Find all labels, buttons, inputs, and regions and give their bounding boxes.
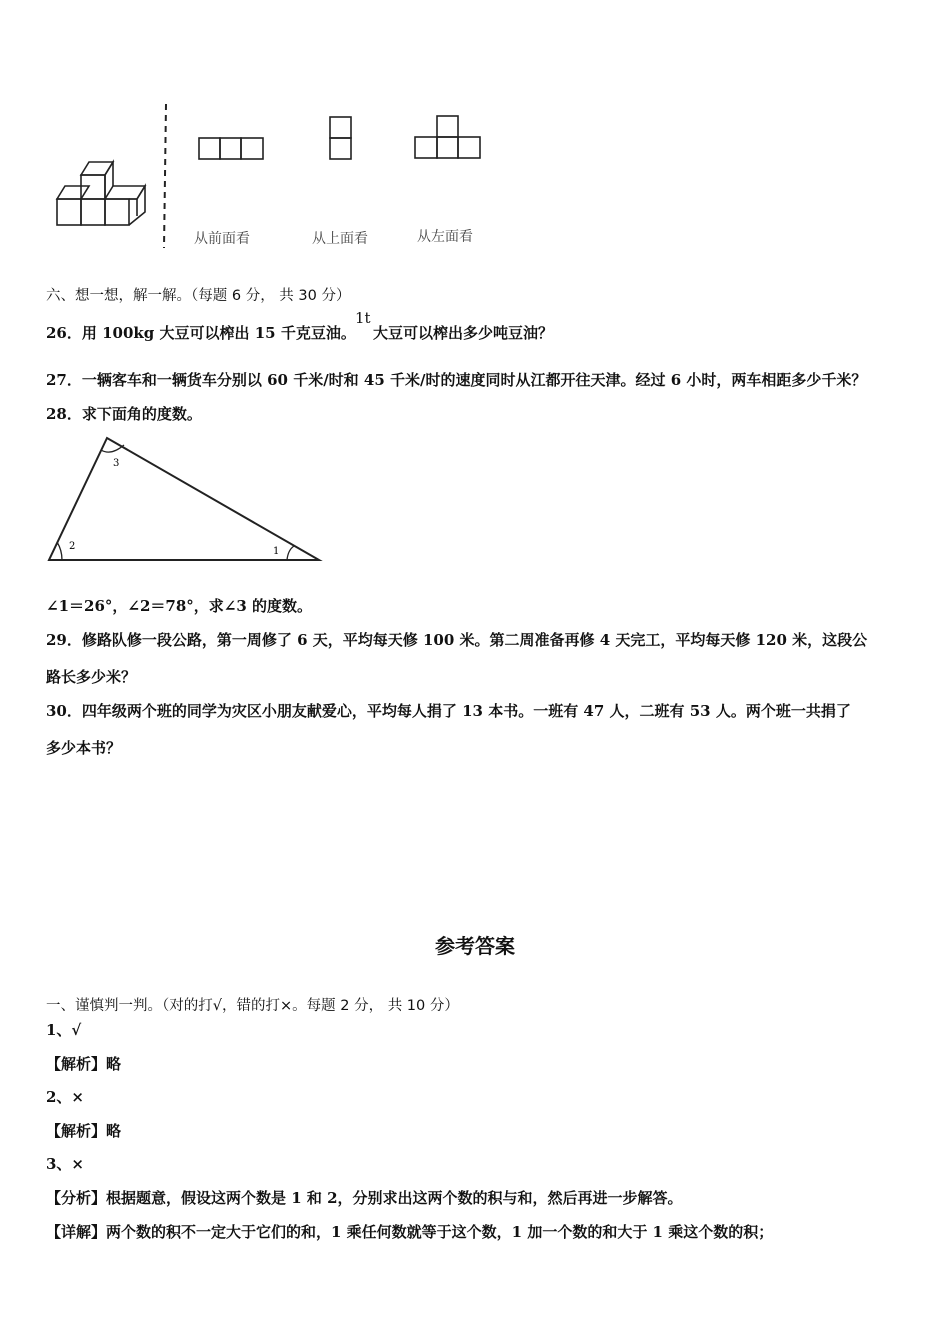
front-view-shape	[199, 138, 263, 159]
cube-top	[81, 175, 105, 199]
answer-3-analysis: 【分析】根据题意，假设这两个数是 1 和 2，分别求出这两个数的积与和，然后再进一步解答。	[46, 1189, 683, 1207]
answers-section-heading: 一、谨慎判一判。（对的打√，错的打×。每题 2 分， 共 10 分）	[46, 998, 459, 1014]
top-view-label: 从上面看	[312, 231, 368, 247]
dashed-divider	[164, 104, 166, 248]
answer-1: 1、√	[46, 1021, 82, 1039]
angle-2-arc	[57, 542, 62, 560]
triangle-figure	[44, 432, 324, 566]
answers-title: 参考答案	[435, 934, 515, 958]
question-26-part2: 大豆可以榨出多少吨豆油？	[373, 324, 554, 342]
section-six-heading: 六、想一想，解一解。（每题 6 分， 共 30 分）	[46, 288, 351, 304]
top-view-shape	[330, 117, 351, 159]
question-26-part1: 26．用 100kg 大豆可以榨出 15 千克豆油。	[46, 324, 356, 342]
front-view-label: 从前面看	[194, 231, 250, 247]
question-30-line1: 30．四年级两个班的同学为灾区小朋友献爱心，平均每人捐了 13 本书。一班有 47 人，二班有 53 人。两个班一共捐了	[46, 702, 851, 720]
left-view-label: 从左面看	[417, 229, 473, 245]
answer-1-note: 【解析】略	[46, 1055, 122, 1073]
answer-2-note: 【解析】略	[46, 1122, 122, 1140]
answer-3-detail: 【详解】两个数的积不一定大于它们的和，1 乘任何数就等于这个数，1 加一个数的和大于 1 乘这个数的积；	[46, 1223, 774, 1241]
angle-1-arc	[287, 546, 294, 560]
three-view-figure	[48, 98, 518, 263]
angle-3-label: 3	[113, 458, 120, 469]
question-27: 27．一辆客车和一辆货车分别以 60 千米/时和 45 千米/时的速度同时从江都开往天津。经过 6 小时，两车相距多少千米？	[46, 371, 867, 389]
question-28: 28．求下面角的度数。	[46, 405, 202, 423]
angle-1-label: 1	[273, 546, 280, 557]
triangle-shape	[49, 438, 319, 560]
answer-2: 2、×	[46, 1088, 85, 1106]
left-view-shape	[415, 116, 480, 158]
question-29-line1: 29．修路队修一段公路，第一周修了 6 天，平均每天修 100 米。第二周准备再修 4 天完工，平均每天修 120 米，这段公	[46, 631, 868, 649]
question-28-given: ∠1＝26°，∠2＝78°，求∠3 的度数。	[46, 597, 312, 615]
question-30-line2: 多少本书？	[46, 739, 122, 757]
answer-3: 3、×	[46, 1155, 85, 1173]
angle-2-label: 2	[69, 541, 76, 552]
question-26-unit: 1t	[355, 309, 371, 327]
question-29-line2: 路长多少米？	[46, 668, 137, 686]
